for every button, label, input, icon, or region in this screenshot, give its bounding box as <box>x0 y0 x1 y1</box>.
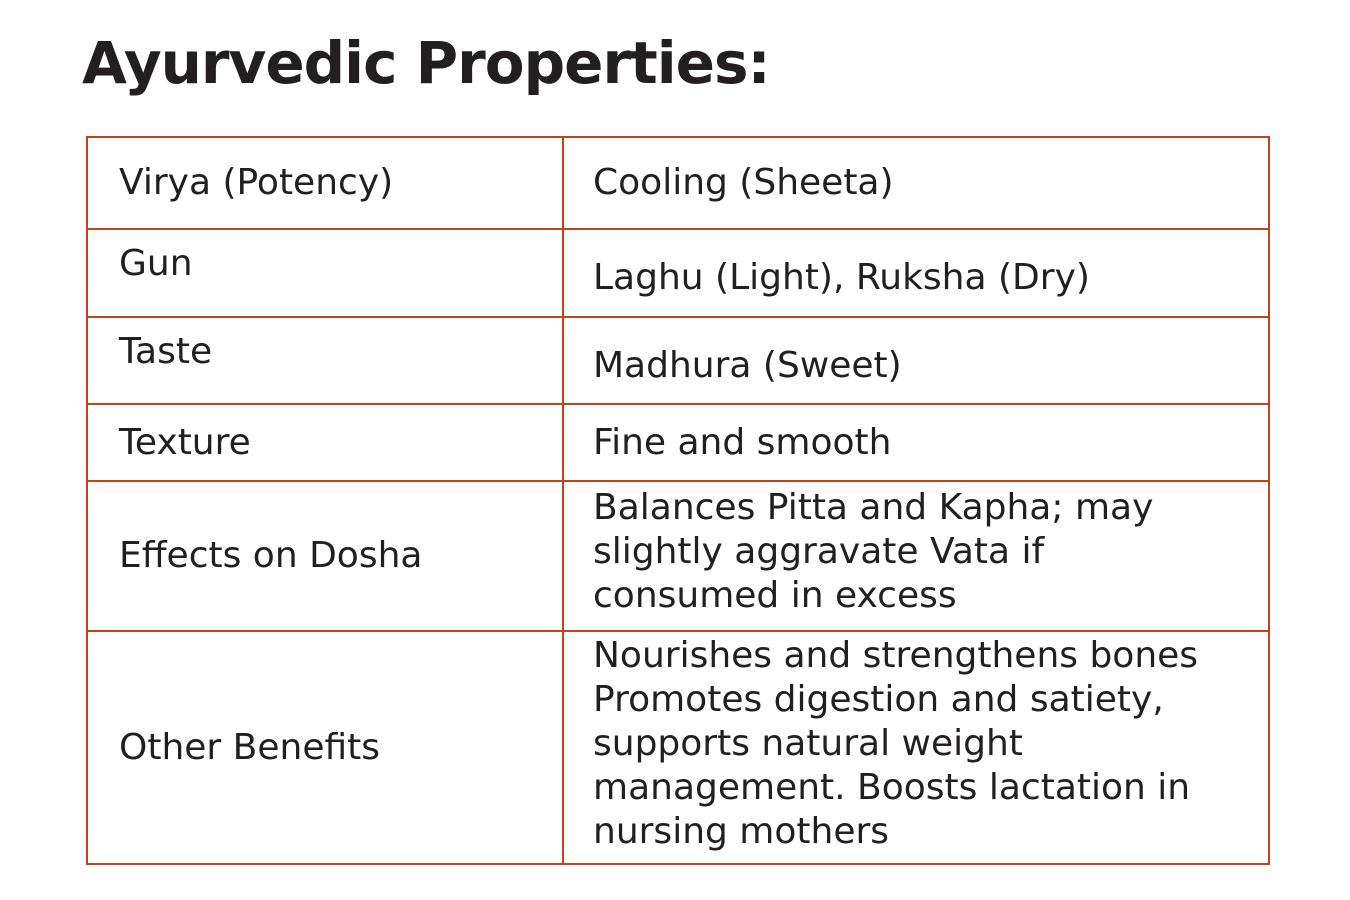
property-cell <box>87 631 563 864</box>
value-line: Balances Pitta and Kapha; may <box>593 487 1154 528</box>
value-cell <box>563 317 1269 404</box>
value-line: management. Boosts lactation in <box>593 766 1191 808</box>
table-row <box>87 631 1269 864</box>
value-text: Madhura (Sweet) <box>593 344 902 386</box>
value-cell <box>563 229 1269 317</box>
properties-table <box>86 136 1270 865</box>
value-cell <box>563 404 1269 481</box>
property-cell <box>87 137 563 229</box>
property-cell <box>87 404 563 481</box>
value-line: Nourishes and strengthens bones <box>593 634 1199 676</box>
table-row <box>87 317 1269 404</box>
value-cell <box>563 631 1269 864</box>
property-cell <box>87 229 563 317</box>
value-line: slightly aggravate Vata if <box>593 531 1045 572</box>
property-cell <box>87 481 563 631</box>
property-label: Virya (Potency) <box>119 162 394 203</box>
value-text <box>593 486 1262 618</box>
table-row <box>87 137 1269 229</box>
table-row <box>87 404 1269 481</box>
value-text <box>593 634 1262 854</box>
property-label: Other Benefits <box>119 726 381 768</box>
value-text: Cooling (Sheeta) <box>593 162 894 203</box>
page-title: Ayurvedic Properties: <box>82 29 770 97</box>
value-text: Laghu (Light), Ruksha (Dry) <box>593 257 1090 298</box>
value-line: nursing mothers <box>593 810 890 852</box>
value-line: supports natural weight <box>593 722 1023 764</box>
value-cell <box>563 481 1269 631</box>
value-line: Promotes digestion and satiety, <box>593 678 1164 720</box>
property-label: Effects on Dosha <box>119 535 423 576</box>
property-label: Taste <box>119 330 213 372</box>
property-label: Texture <box>119 421 251 463</box>
value-line: consumed in excess <box>593 575 957 616</box>
property-label: Gun <box>119 243 193 284</box>
property-cell <box>87 317 563 404</box>
table-row <box>87 229 1269 317</box>
value-cell <box>563 137 1269 229</box>
table-row <box>87 481 1269 631</box>
value-text: Fine and smooth <box>593 421 892 463</box>
